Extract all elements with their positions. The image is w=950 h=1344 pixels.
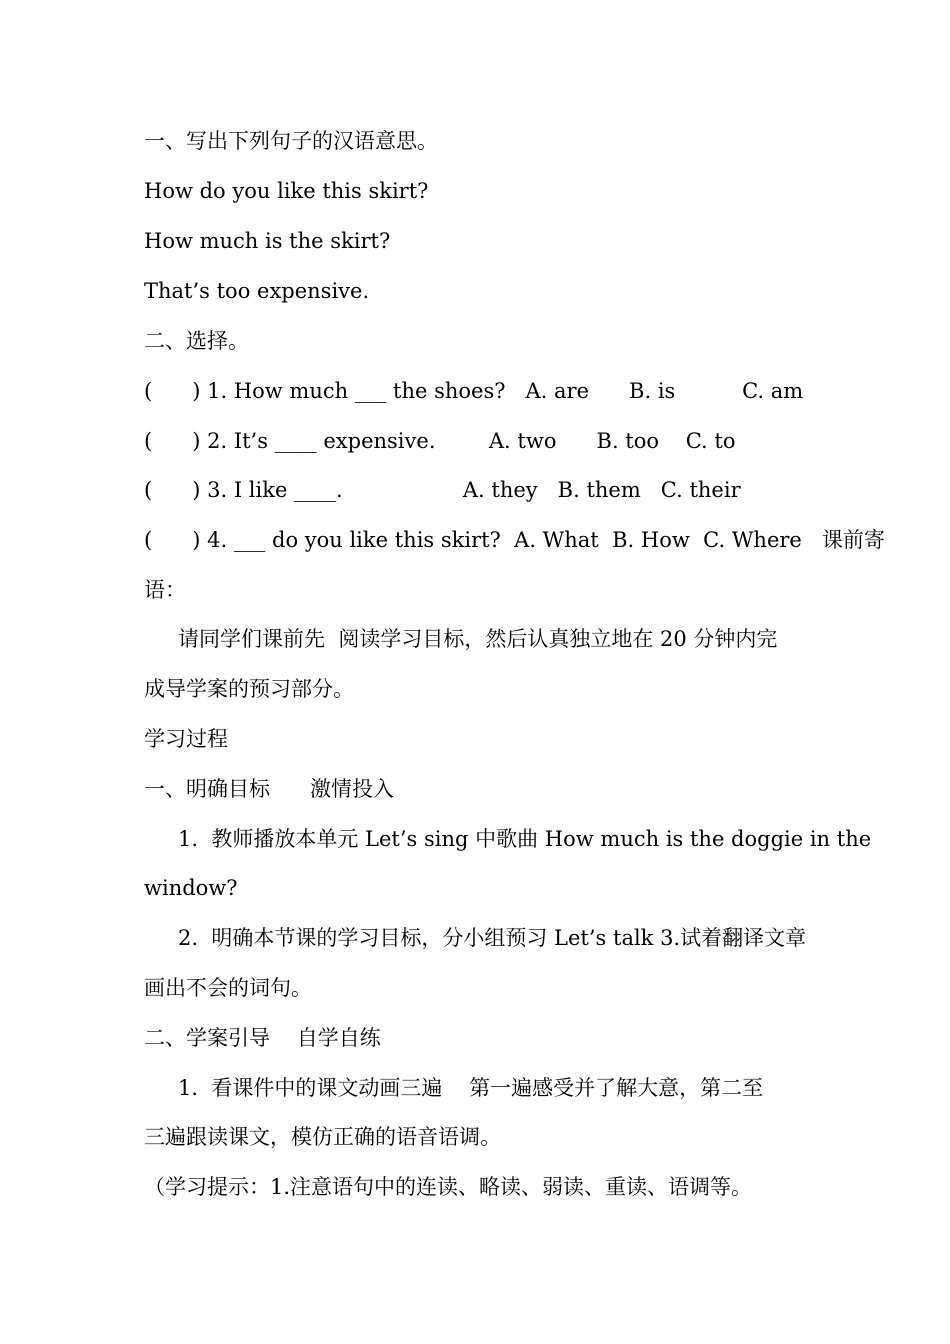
question-2: ( ) 2. It’s ____ expensive. A. two B. too C. to xyxy=(144,429,736,453)
preface-line-1: 请同学们课前先 阅读学习目标，然后认真独立地在 20 分钟内完 xyxy=(178,627,778,651)
sentence-2: How much is the skirt? xyxy=(144,229,391,253)
part2-item1-line2: 三遍跟读课文，模仿正确的语音语调。 xyxy=(144,1125,501,1149)
preface-line-2: 成导学案的预习部分。 xyxy=(144,677,354,701)
part2-item1-line1: 1. 看课件中的课文动画三遍 第一遍感受并了解大意，第二至 xyxy=(178,1076,764,1100)
section2-heading: 二、选择。 xyxy=(144,329,249,353)
part2-tip: （学习提示：1.注意语句中的连读、略读、弱读、重读、语调等。 xyxy=(144,1175,753,1199)
sentence-3: That’s too expensive. xyxy=(144,279,370,303)
part1-heading: 一、明确目标 激情投入 xyxy=(144,777,395,801)
question-3: ( ) 3. I like ____. A. they B. them C. their xyxy=(144,478,741,502)
part1-item1-line1: 1. 教师播放本单元 Let’s sing 中歌曲 How much is the doggie in the xyxy=(178,827,872,851)
part1-item2-line2: 画出不会的词句。 xyxy=(144,976,312,1000)
question-1: ( ) 1. How much ___ the shoes? A. are B. is C. am xyxy=(144,379,804,403)
process-title: 学习过程 xyxy=(144,727,228,751)
part2-heading: 二、学案引导 自学自练 xyxy=(144,1026,381,1050)
question-4-continuation: 语： xyxy=(144,578,186,602)
part1-item2-line1: 2. 明确本节课的学习目标，分小组预习 Let’s talk 3.试着翻译文章 xyxy=(178,926,807,950)
part1-item1-line2: window? xyxy=(144,876,238,900)
sentence-1: How do you like this skirt? xyxy=(144,179,429,203)
section1-heading: 一、写出下列句子的汉语意思。 xyxy=(144,129,438,153)
question-4: ( ) 4. ___ do you like this skirt? A. What B. How C. Where 课前寄 xyxy=(144,528,885,552)
